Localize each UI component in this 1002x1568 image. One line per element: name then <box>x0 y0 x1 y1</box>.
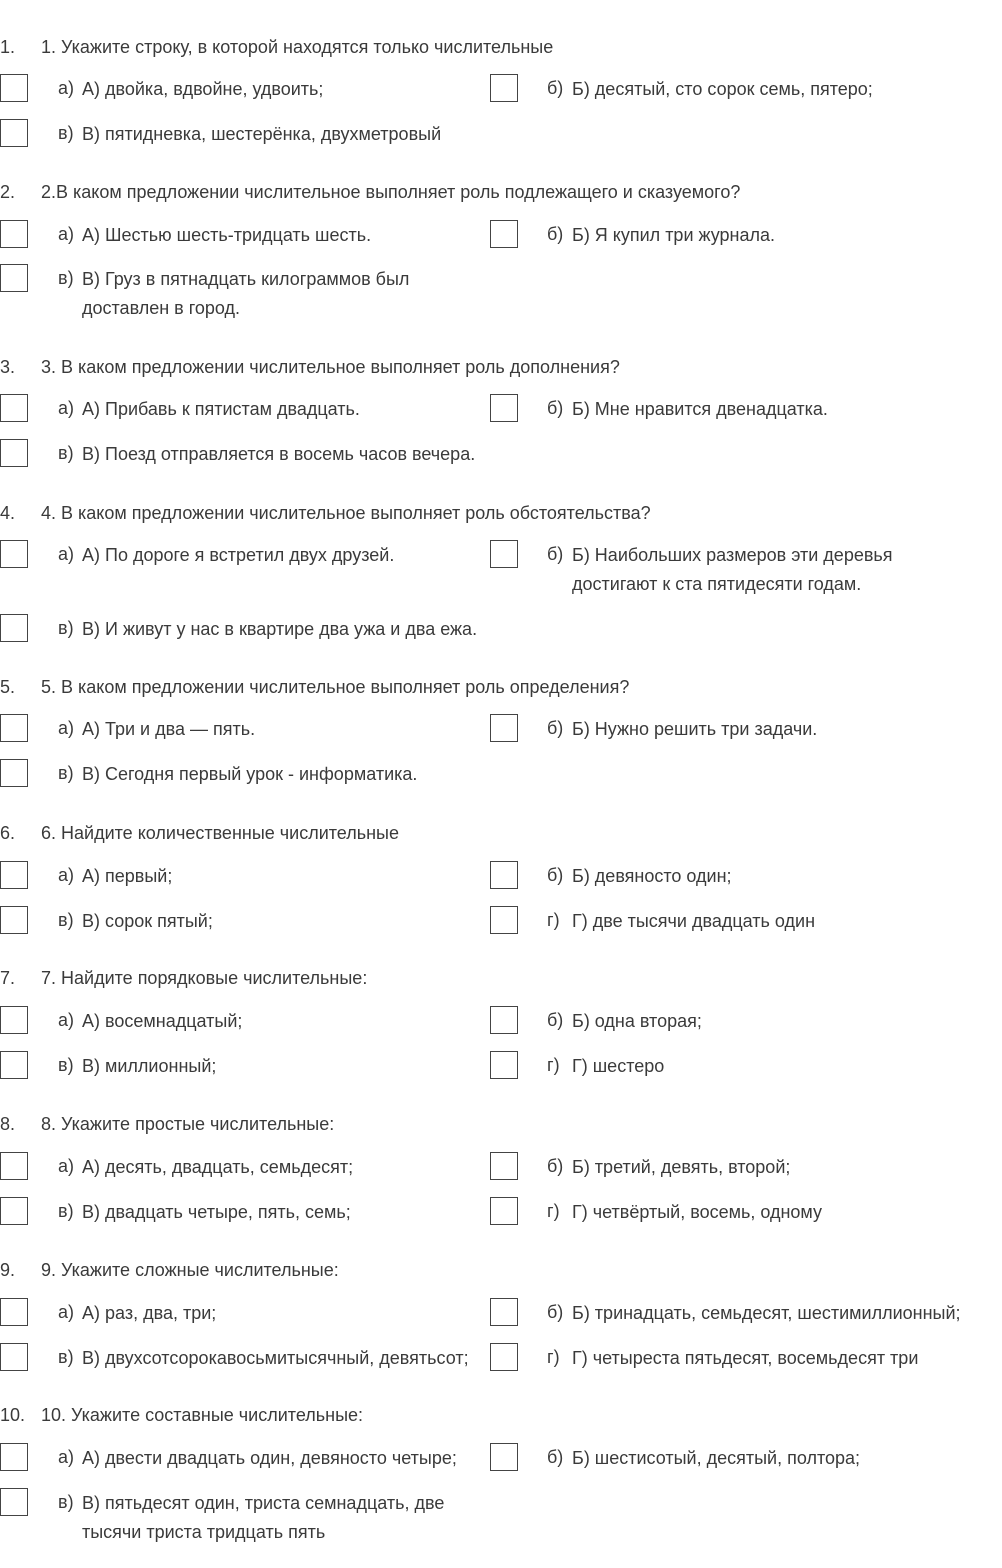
option-checkbox[interactable] <box>490 906 518 934</box>
question-number: 2. <box>0 182 16 202</box>
question-number: 7. <box>0 968 16 988</box>
option-text: Б) шестисотый, десятый, полтора; <box>572 1448 861 1468</box>
option-text: Б) одна вторая; <box>572 1011 702 1031</box>
question-number: 3. <box>0 357 16 377</box>
question-text: 10. Укажите составные числительные: <box>41 1405 364 1425</box>
option-text: В) двадцать четыре, пять, семь; <box>82 1202 351 1222</box>
option-text: В) пятидневка, шестерёнка, двухметровый <box>82 124 442 144</box>
option-checkbox[interactable] <box>0 1298 28 1326</box>
option-checkbox[interactable] <box>0 394 28 422</box>
option-text: Б) девяносто один; <box>572 866 732 886</box>
question-number: 1. <box>0 37 16 57</box>
option-checkbox[interactable] <box>0 220 28 248</box>
option-text: А) восемнадцатый; <box>82 1011 243 1031</box>
option-letter: б) <box>547 398 564 418</box>
option-letter: б) <box>547 865 564 885</box>
option-checkbox[interactable] <box>490 714 518 742</box>
option-text: В) Груз в пятнадцать килограммов был доставлен в город. <box>82 269 410 318</box>
option-checkbox[interactable] <box>0 1152 28 1180</box>
option-text: Б) Я купил три журнала. <box>572 225 776 245</box>
option-letter: в) <box>58 1201 74 1221</box>
option-text: В) И живут у нас в квартире два ужа и два ежа. <box>82 619 478 639</box>
option-checkbox[interactable] <box>490 1343 518 1371</box>
option-text: Г) четыреста пятьдесят, восемьдесят три <box>572 1348 919 1368</box>
option-letter: б) <box>547 544 564 564</box>
option-checkbox[interactable] <box>490 1152 518 1180</box>
option-text: В) пятьдесят один, триста семнадцать, две тысячи триста тридцать пять <box>82 1493 445 1542</box>
option-checkbox[interactable] <box>490 1006 518 1034</box>
option-text: А) Шестью шесть-тридцать шесть. <box>82 225 372 245</box>
option-letter: а) <box>58 1156 75 1176</box>
option-checkbox[interactable] <box>0 614 28 642</box>
option-text: Б) десятый, сто сорок семь, пятеро; <box>572 79 873 99</box>
option-text: А) Прибавь к пятистам двадцать. <box>82 399 360 419</box>
option-letter: б) <box>547 1447 564 1467</box>
question-text: 2.В каком предложении числительное выполняет роль подлежащего и сказуемого? <box>41 182 741 202</box>
option-letter: б) <box>547 1302 564 1322</box>
option-text: А) двойка, вдвойне, удвоить; <box>82 79 324 99</box>
option-letter: б) <box>547 1156 564 1176</box>
option-letter: б) <box>547 224 564 244</box>
option-checkbox[interactable] <box>0 119 28 147</box>
option-letter: в) <box>58 123 74 143</box>
option-letter: в) <box>58 1492 74 1512</box>
option-checkbox[interactable] <box>0 1197 28 1225</box>
option-letter: а) <box>58 78 75 98</box>
option-checkbox[interactable] <box>0 74 28 102</box>
question-text: 4. В каком предложении числительное выполняет роль обстоятельства? <box>41 503 651 523</box>
option-text: Б) третий, девять, второй; <box>572 1157 791 1177</box>
question-text: 6. Найдите количественные числительные <box>41 823 399 843</box>
option-checkbox[interactable] <box>0 1443 28 1471</box>
option-checkbox[interactable] <box>490 1197 518 1225</box>
question-number: 9. <box>0 1260 16 1280</box>
question-text: 1. Укажите строку, в которой находятся только числительные <box>41 37 554 57</box>
question-number: 5. <box>0 677 16 697</box>
option-checkbox[interactable] <box>490 1443 518 1471</box>
option-text: Б) Нужно решить три задачи. <box>572 719 818 739</box>
option-letter: г) <box>547 910 560 930</box>
option-letter: г) <box>547 1055 560 1075</box>
option-checkbox[interactable] <box>490 394 518 422</box>
option-letter: г) <box>547 1201 560 1221</box>
question-number: 8. <box>0 1114 16 1134</box>
option-checkbox[interactable] <box>490 1051 518 1079</box>
option-letter: в) <box>58 763 74 783</box>
question-number: 4. <box>0 503 16 523</box>
option-checkbox[interactable] <box>0 439 28 467</box>
option-text: А) Три и два — пять. <box>82 719 256 739</box>
option-checkbox[interactable] <box>0 1488 28 1516</box>
option-checkbox[interactable] <box>0 1343 28 1371</box>
question-text: 7. Найдите порядковые числительные: <box>41 968 368 988</box>
option-letter: а) <box>58 398 75 418</box>
option-letter: а) <box>58 718 75 738</box>
option-letter: б) <box>547 718 564 738</box>
option-text: В) сорок пятый; <box>82 911 213 931</box>
option-text: Г) четвёртый, восемь, одному <box>572 1202 822 1222</box>
option-text: Г) две тысячи двадцать один <box>572 911 816 931</box>
option-text: Б) тринадцать, семьдесят, шестимиллионный; <box>572 1303 961 1323</box>
option-text: В) миллионный; <box>82 1056 217 1076</box>
question-text: 8. Укажите простые числительные: <box>41 1114 335 1134</box>
option-text: А) раз, два, три; <box>82 1303 217 1323</box>
option-checkbox[interactable] <box>490 1298 518 1326</box>
question-text: 5. В каком предложении числительное выполняет роль определения? <box>41 677 630 697</box>
question-text: 3. В каком предложении числительное выполняет роль дополнения? <box>41 357 620 377</box>
option-checkbox[interactable] <box>490 861 518 889</box>
option-checkbox[interactable] <box>490 540 518 568</box>
question-number: 6. <box>0 823 16 843</box>
option-checkbox[interactable] <box>0 714 28 742</box>
option-letter: а) <box>58 1447 75 1467</box>
option-letter: в) <box>58 1055 74 1075</box>
option-letter: а) <box>58 224 75 244</box>
option-letter: в) <box>58 618 74 638</box>
option-letter: в) <box>58 268 74 288</box>
option-checkbox[interactable] <box>0 861 28 889</box>
option-letter: в) <box>58 443 74 463</box>
option-checkbox[interactable] <box>0 1006 28 1034</box>
option-checkbox[interactable] <box>490 74 518 102</box>
option-checkbox[interactable] <box>0 759 28 787</box>
option-letter: в) <box>58 1347 74 1367</box>
option-letter: а) <box>58 1010 75 1030</box>
option-text: В) Поезд отправляется в восемь часов вечера. <box>82 444 476 464</box>
option-text: Г) шестеро <box>572 1056 665 1076</box>
option-text: В) Сегодня первый урок - информатика. <box>82 764 418 784</box>
option-text: А) двести двадцать один, девяносто четыре; <box>82 1448 457 1468</box>
question-number: 10. <box>0 1405 26 1425</box>
option-checkbox[interactable] <box>0 264 28 292</box>
option-letter: г) <box>547 1347 560 1367</box>
option-letter: б) <box>547 78 564 98</box>
option-letter: в) <box>58 910 74 930</box>
option-letter: а) <box>58 544 75 564</box>
option-text: Б) Наибольших размеров эти деревья достигают к ста пятидесяти годам. <box>572 545 893 594</box>
option-checkbox[interactable] <box>0 906 28 934</box>
option-letter: а) <box>58 1302 75 1322</box>
question-text: 9. Укажите сложные числительные: <box>41 1260 339 1280</box>
option-text: А) первый; <box>82 866 173 886</box>
option-letter: а) <box>58 865 75 885</box>
option-letter: б) <box>547 1010 564 1030</box>
option-text: А) По дороге я встретил двух друзей. <box>82 545 395 565</box>
option-text: А) десять, двадцать, семьдесят; <box>82 1157 354 1177</box>
option-checkbox[interactable] <box>490 220 518 248</box>
option-text: Б) Мне нравится двенадцатка. <box>572 399 828 419</box>
option-checkbox[interactable] <box>0 1051 28 1079</box>
option-text: В) двухсотсорокавосьмитысячный, девятьсот; <box>82 1348 469 1368</box>
option-checkbox[interactable] <box>0 540 28 568</box>
